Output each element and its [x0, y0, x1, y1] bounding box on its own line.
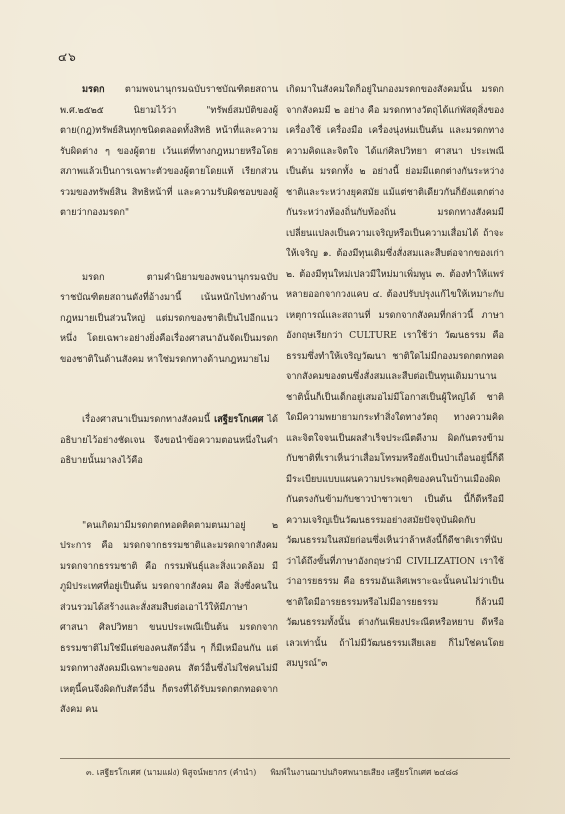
paragraph-gap [60, 224, 278, 268]
author-name: เสฐียรโกเศศ [214, 414, 264, 425]
paragraph-gap [60, 370, 278, 410]
definition-text: ตามพจนานุกรมฉบับราชบัณฑิตยสถาน พ.ศ.๒๕๒๕ นิยามไว้ว่า "ทรัพย์สมบัติของผู้ตาย(กฎ)ทรัพย์สินทุกชนิดตลอดทั้งสิทธิ หน้าที่และความรับผิดต่าง ๆ ของผู้ตาย เว้นแต่ที่ทางกฎหมายหรือโดยสภาพแล้วเป็นการเฉพาะตัวของผู้ตายโดยแท้ เรียกส่วนรวมของทรัพย์สิน สิทธิหน้าที่ และความรับผิดชอบของผู้ตายว่ากองมรดก" [60, 84, 278, 218]
paragraph-intro-quote [60, 410, 278, 472]
footnote-citation: ๓. เสฐียรโกเศศ (นามแฝง) พิสูจน์พยากร (คำนำ) [86, 767, 257, 777]
page-number: ๔๖ [58, 50, 77, 64]
paragraph-definition [60, 80, 278, 224]
term-heading: มรดก [82, 84, 105, 95]
intro-text-pre: เรื่องศาสนาเป็นมรดกทางสังคมนี้ [82, 414, 215, 425]
intro-text-post: ได้อธิบายไว้อย่างชัดเจน จึงขอนำข้อความตอนหนึ่งในคำอธิบายนั้นมาลงไว้คือ [60, 414, 278, 466]
footnote [86, 766, 526, 778]
paragraph-quotation-start: "คนเกิดมามีมรดกตกทอดติดตามตนมาอยู่ ๒ ประการ คือ มรดกจากธรรมชาติและมรดกจากสังคม มรดกจากธรรมชาติ คือ กรรมพันธุ์และสิ่งแวดล้อม มีภูมิประเทศที่อยู่เป็นต้น มรดกจากสังคม คือ สิ่งซึ่งคนในส่วนรวมได้สร้างและสั่งสมสืบต่อเอาไว้ให้มีภาษา ศาสนา ศิลปวิทยา ขนบประเพณีเป็นต้น มรดกจากธรรมชาติไม่ใช่มีแต่ของคนสัตว์อื่น ๆ ก็มีเหมือนกัน แต่มรดกทางสังคมมีเฉพาะของคน สัตว์อื่นซึ่งไม่ใช่คนไม่มี เหตุนี้คนจึงผิดกับสัตว์อื่น ก็ตรงที่ได้รับมรดกตกทอดจากสังคม คน [60, 519, 278, 715]
footnote-publication: พิมพ์ในงานฌาปนกิจศพนายเสียง เสฐียรโกเศศ ๒๔๘๘ [270, 767, 459, 777]
paragraph-gap [60, 472, 278, 516]
left-column [60, 80, 278, 721]
right-column [286, 80, 504, 675]
footnote-divider [60, 758, 510, 759]
paragraph-commentary: มรดก ตามคำนิยามของพจนานุกรมฉบับราชบัณฑิตยสถานดังที่อ้างมานี้ เน้นหนักไปทางด้านกฎหมายเป็นส่วนใหญ่ แต่มรดกของชาติเป็นไปอีกแนวหนึ่ง โดยเฉพาะอย่างยิ่งคือเรื่องศาสนาอันจัดเป็นมรดกของชาติในด้านสังคม หาใช่มรดกทางด้านกฎหมายไม่ [60, 271, 278, 365]
paragraph-quotation-continued: เกิดมาในสังคมใดก็อยู่ในกองมรดกของสังคมนั้น มรดกจากสังคมมี ๒ อย่าง คือ มรดกทางวัตถุได้แก่พัสดุสิ่งของเครื่องใช้ เครื่องมือ เครื่องนุ่งห่มเป็นต้น และมรดกทางความคิดและจิตใจ ได้แก่ศิลปวิทยา ศาสนา ประเพณี เป็นต้น มรดกทั้ง ๒ อย่างนี้ ย่อมมีแตกต่างกันระหว่างชาติและระหว่างยุคสมัย แม้แต่ชาติเดียวกันก็ยังแตกต่างกันระหว่างท้องถิ่นกับท้องถิ่น มรดกทางสังคมมีเปลี่ยนแปลงเป็นความเจริญหรือเป็นความเสื่อมได้ ถ้าจะให้เจริญ ๑. ต้องมีทุนเดิมซึ่งสั่งสมและสืบต่อจากของเก่า ๒. ต้องมีทุนใหม่เปลวมีใหม่มาเพิ่มพูน ๓. ต้องทำให้แพร่หลายออกจากวงแคบ ๔. ต้องปรับปรุงแก้ไขให้เหมาะกับเหตุการณ์และสถานที่ มรดกจากสังคมที่กล่าวนี้ ภาษาอังกฤษเรียกว่า CULTURE เราใช้ว่า วัฒนธรรม คือธรรมซึ่งทำให้เจริญวัฒนา ชาติใดไม่มีกองมรดกตกทอดจากสังคมของตนซึ่งสั่งสมและสืบต่อเป็นทุนเดิมมานาน ชาตินั้นก็เป็นเด็กอยู่เสมอไม่มีโอกาสเป็นผู้ใหญ่ได้ ชาติใดมีความพยายามกระทำสิ่งใดทางวัตถุ ทางความคิดและจิตใจจนเป็นผลสำเร็จประณีตดีงาม ผิดกันตรงข้ามกับชาติที่เราเห็นว่าเสื่อมโทรมหรือยังเป็นป่าเถื่อนอยู่นี้ก็ดีมีระเบียบแบบแผนความประพฤติของคนในบ้านเมืองผิดกันตรงกันข้ามกับชาวป่าชาวเขา เป็นต้น นี้ก็ดีหรือมีความเจริญเป็นวัฒนธรรมอย่างสมัยปัจจุบันผิดกับวัฒนธรรมในสมัยก่อนซึ่งเห็นว่าล้าหลังนี้ก็ดีชาติเราที่นับว่าได้ถึงขั้นที่ภาษาอังกฤษว่ามี CIVILIZATION เราใช้ว่าอารยธรรม คือ ธรรมอันเลิศเพราะฉะนั้นคนไม่ว่าเป็นชาติใดมีอารยธรรมหรือไม่มีอารยธรรม ก็ล้วนมีวัฒนธรรมทั้งนั้น ต่างกันเพียงประณีตหรือหยาบ ดีหรือเลวเท่านั้น ถ้าไม่มีวัฒนธรรมเสียเลย ก็ไม่ใช่คนโดยสมบูรณ์"๓ [286, 84, 504, 669]
